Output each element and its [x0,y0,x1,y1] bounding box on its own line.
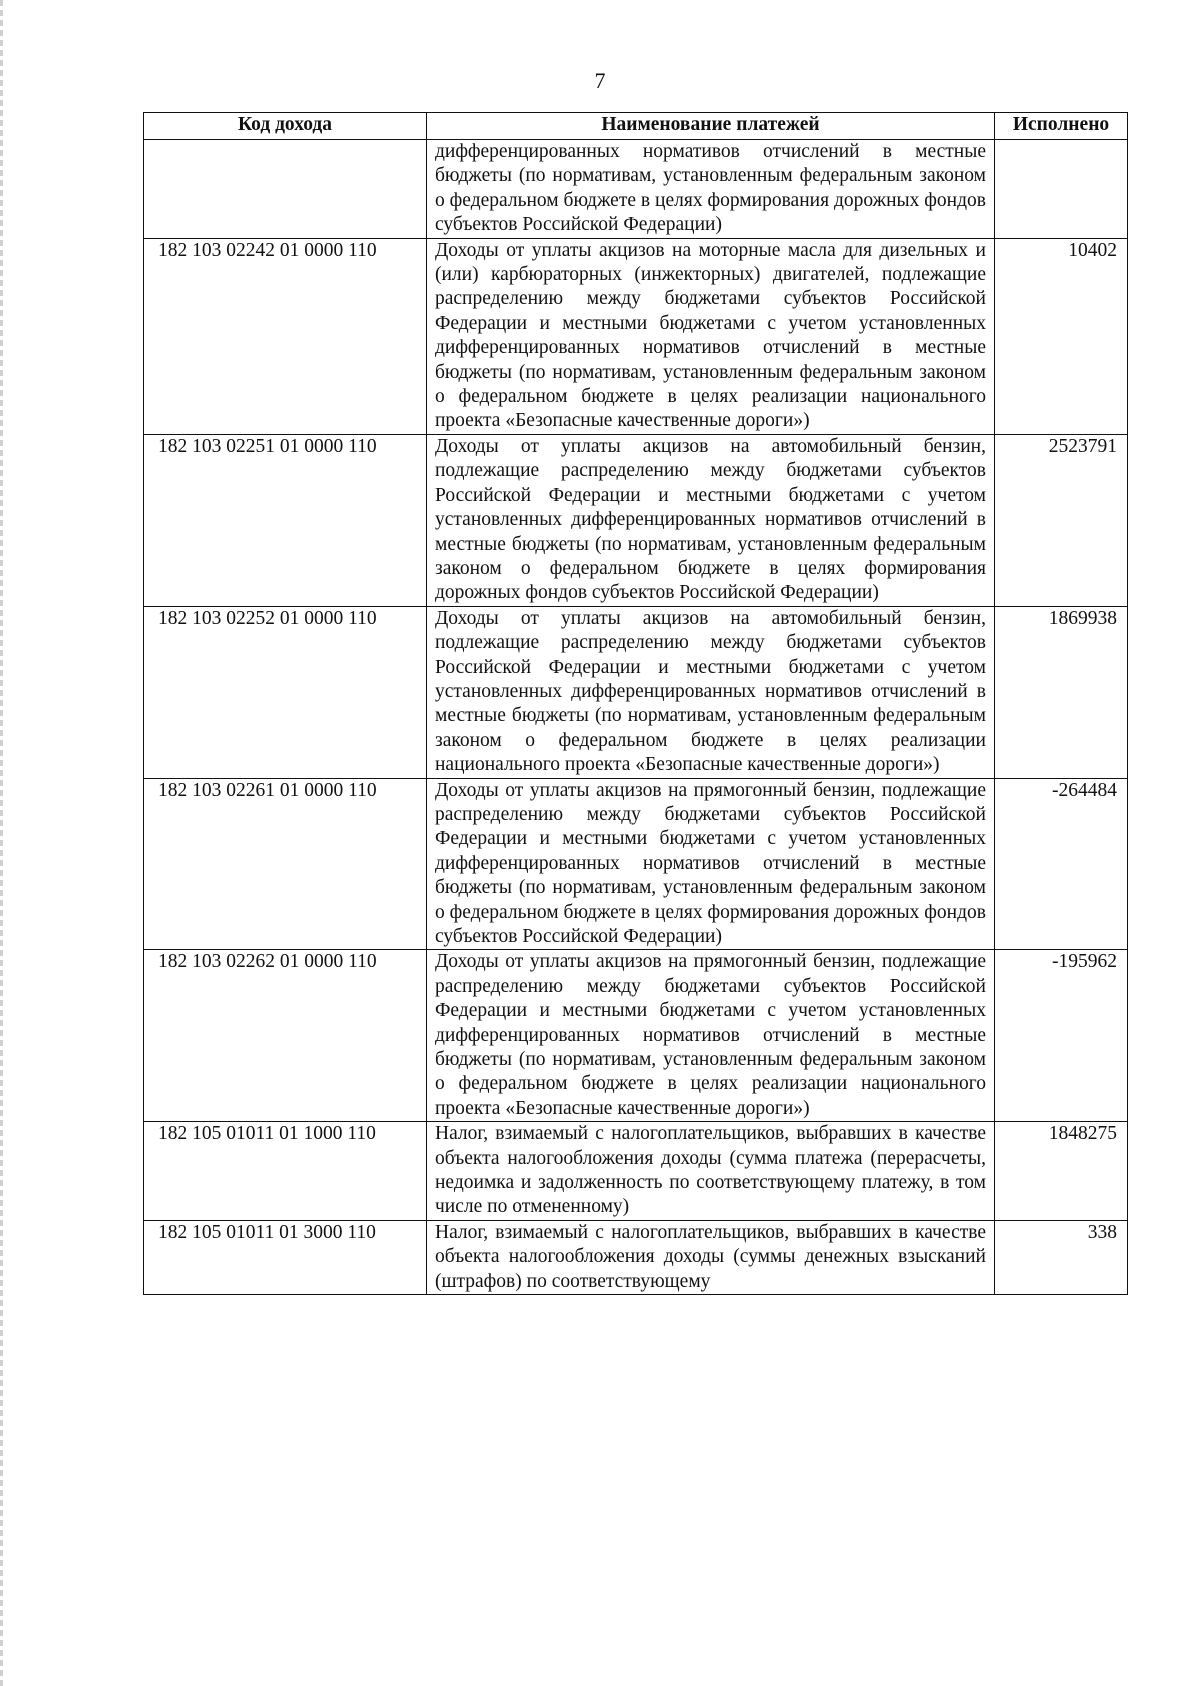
cell-name: Налог, взимаемый с налогоплательщиков, выбравших в качестве объекта налогообложения доходы (суммы денежных взысканий (штрафов) по соответствующему [427,1220,995,1294]
table-row [144,950,1128,1122]
cell-done: 338 [995,1220,1128,1294]
header-name: Наименование платежей [427,113,995,140]
cell-code: 182 103 02251 01 0000 110 [144,434,427,606]
scan-edge [0,0,3,1686]
cell-done: 10402 [995,238,1128,434]
cell-done: -264484 [995,778,1128,950]
table-row [144,606,1128,778]
cell-done: 1848275 [995,1122,1128,1221]
header-done: Исполнено [995,113,1128,140]
cell-name: Доходы от уплаты акцизов на прямогонный бензин, подлежащие распределению между бюджетами субъектов Российской Федерации и местными бюджетами с учетом установленных дифференцированных нормативов отчислений в местные бюджеты (по нормативам, установленным федеральным законом о федеральном бюджете в целях реализации национального проекта «Безопасные качественные дороги») [427,950,995,1122]
table-row [144,1122,1128,1221]
cell-name: Доходы от уплаты акцизов на автомобильный бензин, подлежащие распределению между бюджетами субъектов Российской Федерации и местными бюджетами с учетом установленных дифференцированных нормативов отчислений в местные бюджеты (по нормативам, установленным федеральным законом о федеральном бюджете в целях формирования дорожных фондов субъектов Российской Федерации) [427,434,995,606]
cell-code: 182 103 02252 01 0000 110 [144,606,427,778]
cell-name: Доходы от уплаты акцизов на прямогонный бензин, подлежащие распределению между бюджетами субъектов Российской Федерации и местными бюджетами с учетом установленных дифференцированных нормативов отчислений в местные бюджеты (по нормативам, установленным федеральным законом о федеральном бюджете в целях формирования дорожных фондов субъектов Российской Федерации) [427,778,995,950]
page-number: 7 [594,68,606,93]
cell-done: 1869938 [995,606,1128,778]
cell-code: 182 105 01011 01 1000 110 [144,1122,427,1221]
header-code: Код дохода [144,113,427,140]
table-row [144,238,1128,434]
cell-code [144,140,427,239]
table-row [144,778,1128,950]
cell-code: 182 103 02242 01 0000 110 [144,238,427,434]
cell-done: -195962 [995,950,1128,1122]
table-row [144,140,1128,239]
table-row [144,434,1128,606]
cell-name: Доходы от уплаты акцизов на моторные масла для дизельных и (или) карбюраторных (инжекторных) двигателей, подлежащие распределению между бюджетами субъектов Российской Федерации и местными бюджетами с учетом установленных дифференцированных нормативов отчислений в местные бюджеты (по нормативам, установленным федеральным законом о федеральном бюджете в целях реализации национального проекта «Безопасные качественные дороги») [427,238,995,434]
table-header-row [144,113,1128,140]
revenue-table [143,112,1128,1295]
cell-code: 182 103 02261 01 0000 110 [144,778,427,950]
cell-name: дифференцированных нормативов отчислений в местные бюджеты (по нормативам, установленным федеральным законом о федеральном бюджете в целях формирования дорожных фондов субъектов Российской Федерации) [427,140,995,239]
cell-code: 182 103 02262 01 0000 110 [144,950,427,1122]
table-row [144,1220,1128,1294]
cell-name: Доходы от уплаты акцизов на автомобильный бензин, подлежащие распределению между бюджетами субъектов Российской Федерации и местными бюджетами с учетом установленных дифференцированных нормативов отчислений в местные бюджеты (по нормативам, установленным федеральным законом о федеральном бюджете в целях реализации национального проекта «Безопасные качественные дороги») [427,606,995,778]
cell-done [995,140,1128,239]
cell-code: 182 105 01011 01 3000 110 [144,1220,427,1294]
cell-name: Налог, взимаемый с налогоплательщиков, выбравших в качестве объекта налогообложения доходы (сумма платежа (перерасчеты, недоимка и задолженность по соответствующему платежу, в том числе по отмененному) [427,1122,995,1221]
cell-done: 2523791 [995,434,1128,606]
